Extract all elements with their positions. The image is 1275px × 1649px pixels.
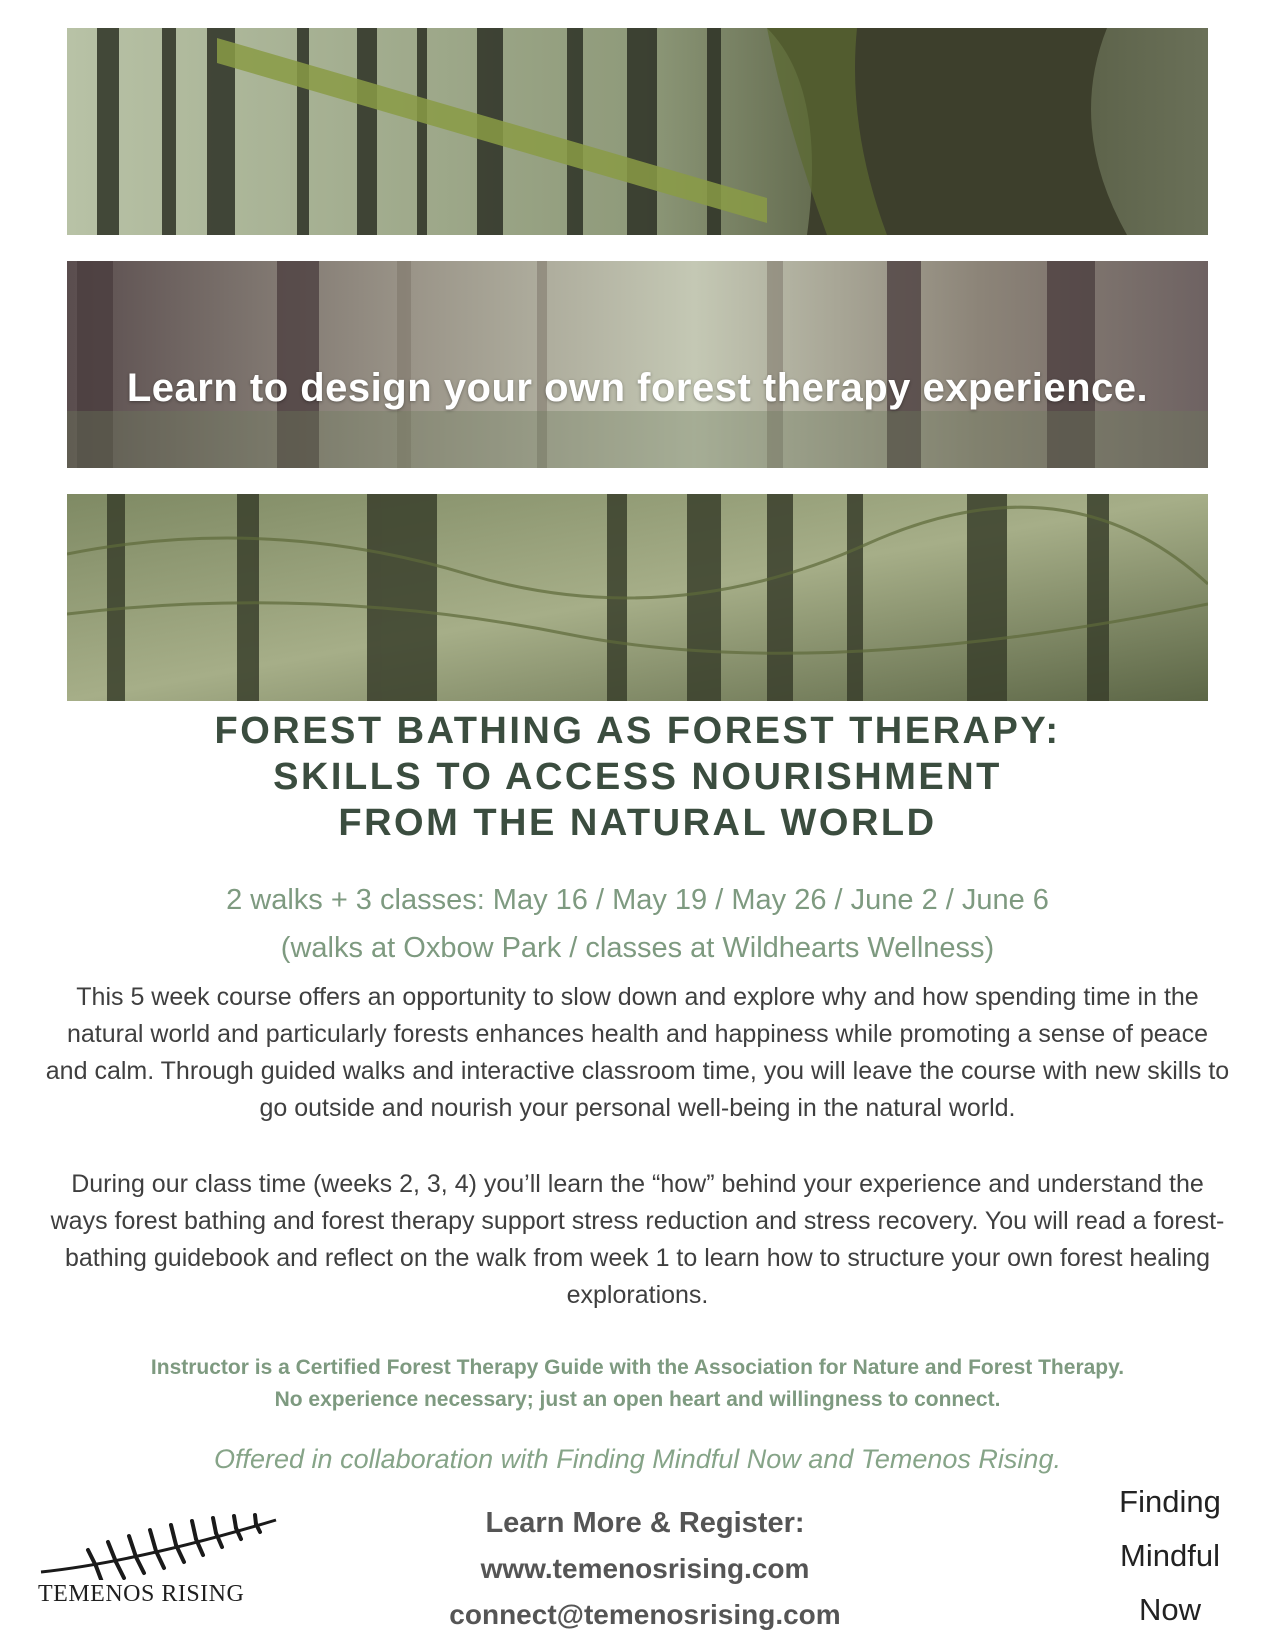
- register-heading: Learn More & Register:: [485, 1507, 805, 1539]
- schedule-locations: (walks at Oxbow Park / classes at Wildhearts Wellness): [280, 932, 995, 964]
- register-email-link[interactable]: connect@temenosrising.com: [449, 1599, 841, 1630]
- forest-photo-mossy-branch: [67, 28, 1208, 235]
- schedule-dates: 2 walks + 3 classes: May 16 / May 19 / May 26 / June 2 / June 6: [226, 884, 1049, 916]
- course-title-line-2: SKILLS TO ACCESS NOURISHMENT: [273, 756, 1002, 798]
- course-title-line-3: FROM THE NATURAL WORLD: [338, 802, 937, 844]
- description-paragraph-2: During our class time (weeks 2, 3, 4) you’ll learn the “how” behind your experience and understand the ways forest bathing and forest therapy support stress reduction and stress recovery. You will read a forest-bathing guidebook and reflect on the walk from week 1 to learn how to structure your own forest healing explorations.: [50, 1170, 1225, 1309]
- tagline: Learn to design your own forest therapy experience.: [126, 366, 1149, 410]
- fern-icon: [36, 1510, 286, 1580]
- description-paragraph-1: This 5 week course offers an opportunity to slow down and explore why and how spending time in the natural world and particularly forests enhances health and happiness while promoting a sense of peace and calm. Through guided walks and interactive classroom time, you will leave the course with new skills to go outside and nourish your personal well-being in the natural world.: [45, 983, 1230, 1122]
- finding-mindful-now-line-2: Mindful: [1120, 1538, 1220, 1573]
- forest-photo-dense: [67, 494, 1208, 701]
- course-title: [0, 708, 1275, 846]
- temenos-rising-logo-text: TEMENOS RISING: [38, 1581, 245, 1607]
- register-block: [390, 1500, 900, 1638]
- schedule: [0, 876, 1275, 972]
- collaboration-note: Offered in collaboration with Finding Mindful Now and Temenos Rising.: [214, 1444, 1061, 1474]
- finding-mindful-now-logo: [1090, 1475, 1250, 1637]
- register-website-link[interactable]: www.temenosrising.com: [480, 1553, 810, 1584]
- instructor-note: [0, 1352, 1275, 1416]
- forest-photo-misty: [67, 261, 1208, 468]
- instructor-line-2: No experience necessary; just an open heart and willingness to connect.: [274, 1388, 1001, 1411]
- finding-mindful-now-line-3: Now: [1138, 1592, 1201, 1627]
- temenos-rising-logo: [36, 1510, 296, 1610]
- course-title-line-1: FOREST BATHING AS FOREST THERAPY:: [214, 710, 1061, 752]
- instructor-line-1: Instructor is a Certified Forest Therapy Guide with the Association for Nature and Forest Therapy.: [150, 1356, 1125, 1379]
- finding-mindful-now-line-1: Finding: [1119, 1484, 1221, 1519]
